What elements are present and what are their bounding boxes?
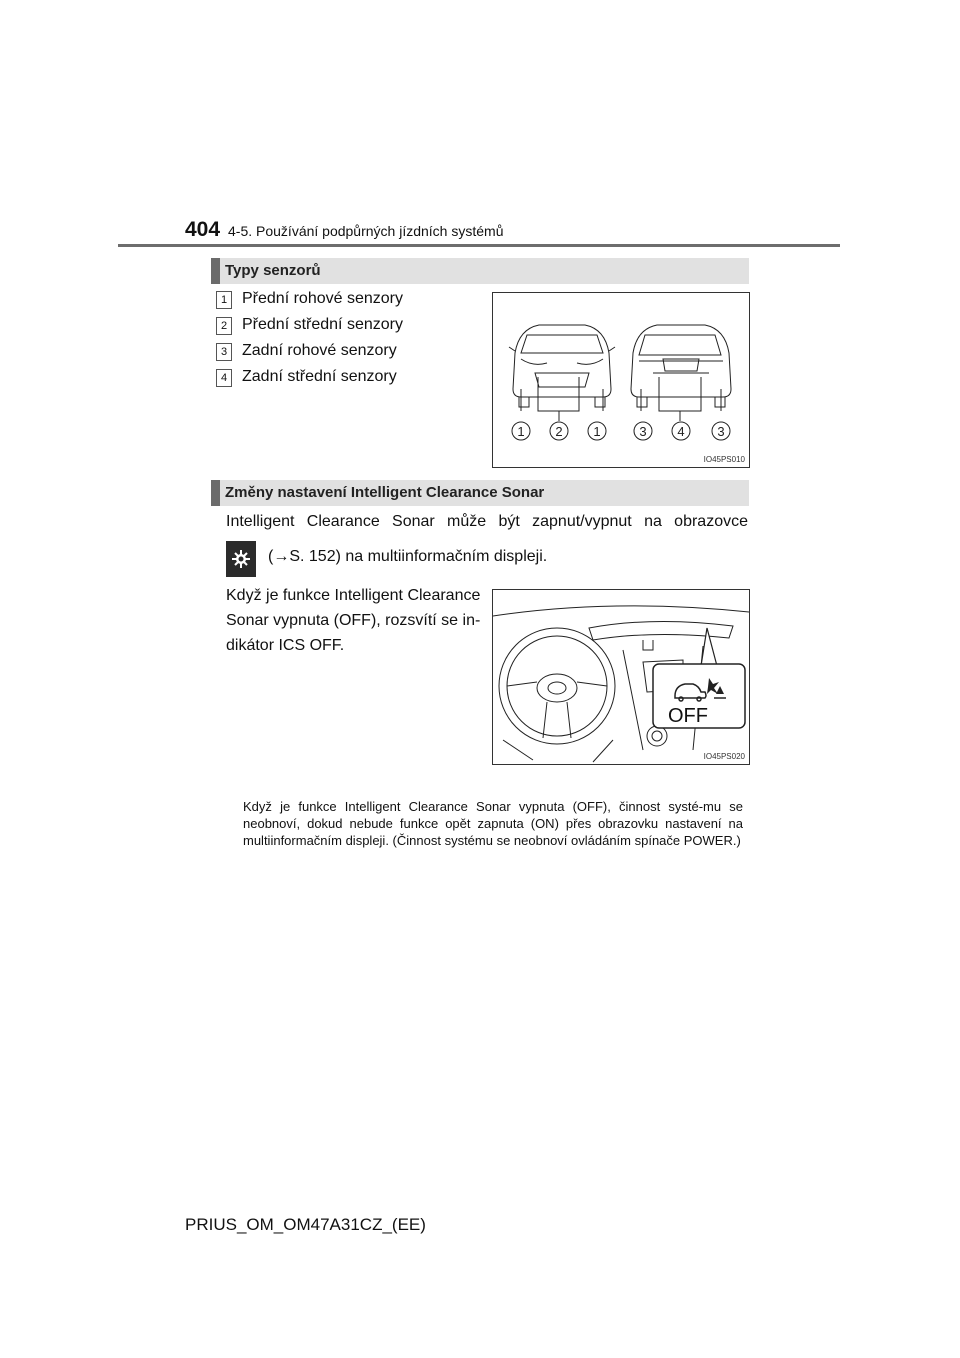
- car-sensors-illustration: [493, 293, 749, 467]
- page-number: 404: [185, 218, 221, 241]
- callout-label: 1: [517, 424, 525, 439]
- list-item-label: Přední rohové senzory: [242, 290, 403, 307]
- list-item-label: Přední střední senzory: [242, 316, 403, 333]
- dashboard-illustration: [493, 590, 749, 764]
- figure-code: IO45PS020: [703, 752, 745, 761]
- ics-off-description: Když je funkce Intelligent Clearance Sonar vypnuta (OFF), rozsvítí se in-dikátor ICS OFF.: [226, 587, 481, 654]
- header-divider: [118, 244, 840, 247]
- settings-gear-icon: [226, 541, 256, 577]
- callout-label: 3: [717, 424, 725, 439]
- intro-text-line2: (→S. 152) na multiinformačním displeji.: [268, 548, 548, 565]
- callout-label: 2: [555, 424, 563, 439]
- callout-number: 4: [216, 369, 232, 387]
- section-title: Typy senzorů: [225, 262, 321, 279]
- footer-code: PRIUS_OM_OM47A31CZ_(EE): [185, 1215, 426, 1234]
- section-heading-sensor-types: [211, 258, 749, 284]
- callout-number: 1: [216, 291, 232, 309]
- section-heading-tab: [211, 258, 220, 284]
- section-heading-tab: [211, 480, 220, 506]
- callout-number: 3: [216, 343, 232, 361]
- section-heading-settings: [211, 480, 749, 506]
- callout-label: 4: [677, 424, 685, 439]
- list-item-label: Zadní rohové senzory: [242, 342, 397, 359]
- callout-number: 2: [216, 317, 232, 335]
- callout-label: 3: [639, 424, 647, 439]
- figure-code: IO45PS010: [703, 455, 745, 464]
- section-title: Změny nastavení Intelligent Clearance Sonar: [225, 484, 545, 501]
- sensor-location-figure: [492, 292, 750, 468]
- intro-text-line1: Intelligent Clearance Sonar může být zapnut/vypnut na obrazovce: [226, 513, 748, 530]
- callout-label: 1: [593, 424, 601, 439]
- ics-off-indicator-figure: [492, 589, 750, 765]
- ics-off-indicator-label: OFF: [668, 705, 708, 727]
- note-paragraph: Když je funkce Intelligent Clearance Sonar vypnuta (OFF), činnost systé-mu se neobnoví, dokud nebude funkce opět zapnuta (ON) přes obrazovku nastavení na multiinformačním displeji. (Činnost systému se neobnoví ovládáním spínače POWER.): [243, 799, 743, 848]
- list-item-label: Zadní střední senzory: [242, 368, 397, 385]
- chapter-title: 4-5. Používání podpůrných jízdních systémů: [228, 223, 504, 239]
